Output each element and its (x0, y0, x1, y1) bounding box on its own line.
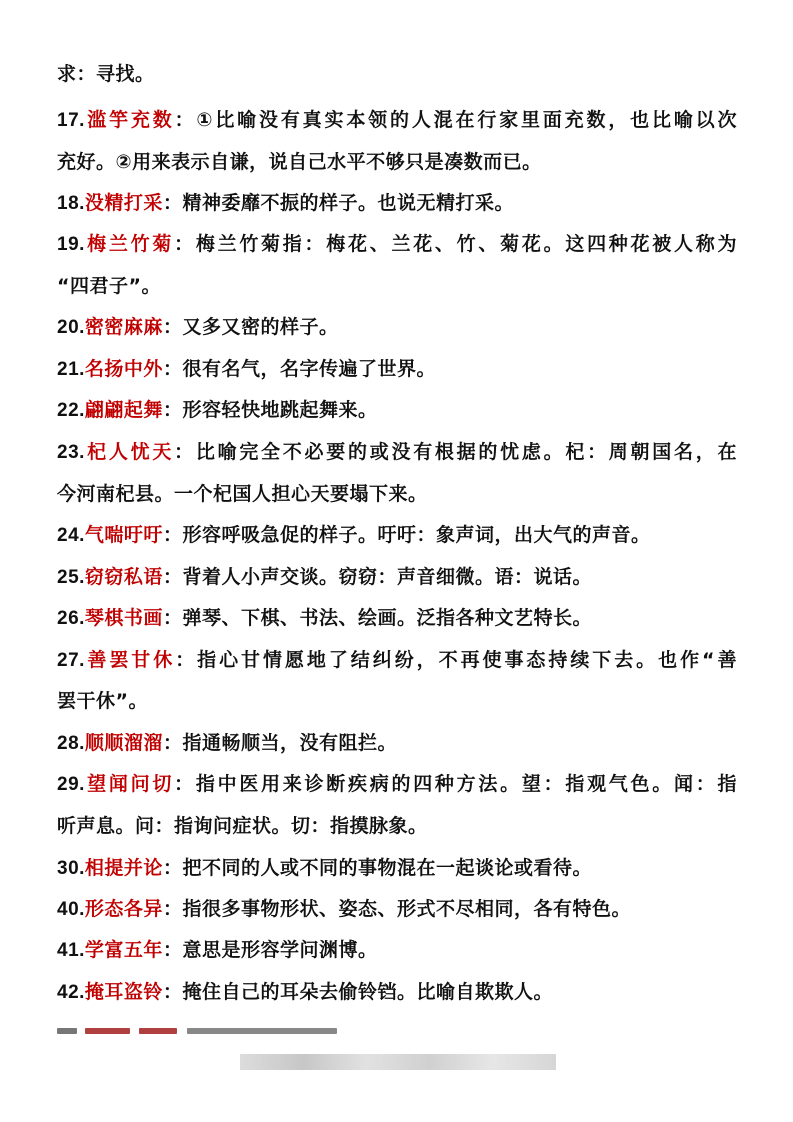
idiom-definition: ：意思是形容学问渊博。 (162, 939, 378, 961)
entry-26 (57, 606, 737, 631)
cut-glyph (57, 1028, 77, 1034)
idiom-definition: ：把不同的人或不同的事物混在一起谈论或看待。 (162, 857, 592, 879)
line-text: 罢干休”。 (57, 690, 148, 712)
idiom-term: 琴棋书画 (84, 607, 163, 629)
idiom-term: 学富五年 (84, 939, 163, 961)
entry-number: 19. (57, 234, 85, 255)
entry-number: 21. (57, 359, 85, 380)
entry-number: 18. (57, 193, 85, 214)
entry-number: 40. (57, 899, 85, 920)
idiom-definition: ：指很多事物形状、姿态、形式不尽相同，各有特色。 (162, 898, 631, 920)
line-text: 充好。②用来表示自谦，说自己水平不够只是凑数而已。 (57, 151, 542, 173)
entry-41 (57, 938, 737, 963)
idiom-term: 善罢甘休 (84, 649, 176, 671)
idiom-definition: ：指通畅顺当，没有阻拦。 (162, 732, 397, 754)
idiom-term: 形态各异 (84, 898, 163, 920)
idiom-term: 梅兰竹菊 (84, 233, 175, 255)
idiom-term: 气喘吁吁 (84, 524, 163, 546)
entry-40 (57, 897, 737, 922)
entry-number: 41. (57, 940, 85, 961)
idiom-definition: ：①比喻没有真实本领的人混在行家里面充数，也比喻以次 (174, 109, 737, 131)
entry-18 (57, 191, 737, 216)
text-line (57, 274, 737, 298)
entry-21 (57, 357, 737, 382)
entry-23 (57, 440, 737, 465)
idiom-term: 滥竽充数 (84, 109, 175, 131)
idiom-term: 相提并论 (84, 857, 163, 879)
entry-number: 30. (57, 858, 85, 879)
line-text: 求：寻找。 (57, 63, 155, 85)
cut-glyph (85, 1028, 130, 1034)
idiom-term: 掩耳盗铃 (84, 981, 163, 1003)
entry-20 (57, 315, 737, 340)
text-line (57, 814, 737, 838)
entry-number: 29. (57, 774, 85, 795)
entry-number: 24. (57, 525, 85, 546)
entry-number: 17. (57, 110, 85, 131)
idiom-definition: ：又多又密的样子。 (162, 316, 339, 338)
idiom-term: 没精打采 (84, 192, 163, 214)
idiom-definition: ：掩住自己的耳朵去偷铃铛。比喻自欺欺人。 (162, 981, 553, 1003)
idiom-definition: ：指心甘情愿地了结纠纷，不再使事态持续下去。也作“善 (175, 649, 737, 671)
cut-glyph (187, 1028, 337, 1034)
idiom-term: 窃窃私语 (84, 566, 163, 588)
entry-17 (57, 108, 737, 133)
idiom-definition: ：比喻完全不必要的或没有根据的忧虑。杞：周朝国名，在 (174, 441, 737, 463)
idiom-term: 杞人忧天 (84, 441, 175, 463)
entry-number: 23. (57, 442, 85, 463)
entry-25 (57, 565, 737, 590)
line-text: 今河南杞县。一个杞国人担心天要塌下来。 (57, 483, 428, 505)
idiom-definition: ：指中医用来诊断疾病的四种方法。望：指观气色。闻：指 (174, 773, 737, 795)
cut-off-line (57, 1022, 457, 1034)
text-line (57, 62, 737, 86)
entry-29 (57, 772, 737, 797)
idiom-definition: ：形容呼吸急促的样子。吁吁：象声词，出大气的声音。 (162, 524, 651, 546)
idiom-definition: ：精神委靡不振的样子。也说无精打采。 (162, 192, 514, 214)
entry-28 (57, 731, 737, 756)
idiom-definition: ：形容轻快地跳起舞来。 (162, 399, 378, 421)
text-line (57, 150, 737, 174)
idiom-definition: ：很有名气，名字传遍了世界。 (162, 358, 436, 380)
entry-number: 42. (57, 982, 85, 1003)
line-text: “四君子”。 (57, 275, 161, 297)
entry-24 (57, 523, 737, 548)
entry-27 (57, 648, 737, 673)
idiom-term: 顺顺溜溜 (84, 732, 163, 754)
idiom-definition: ：弹琴、下棋、书法、绘画。泛指各种文艺特长。 (162, 607, 592, 629)
idiom-term: 翩翩起舞 (84, 399, 163, 421)
entry-number: 27. (57, 650, 85, 671)
cut-glyph (139, 1028, 177, 1034)
entry-number: 22. (57, 400, 85, 421)
idiom-term: 望闻问切 (84, 773, 175, 795)
idiom-definition: ：梅兰竹菊指：梅花、兰花、竹、菊花。这四种花被人称为 (174, 233, 737, 255)
entry-30 (57, 856, 737, 881)
entry-number: 20. (57, 317, 85, 338)
idiom-term: 名扬中外 (84, 358, 163, 380)
entry-19 (57, 232, 737, 257)
text-line (57, 482, 737, 506)
entry-22 (57, 398, 737, 423)
line-text: 听声息。问：指询问症状。切：指摸脉象。 (57, 815, 428, 837)
idiom-term: 密密麻麻 (84, 316, 163, 338)
text-line (57, 689, 737, 713)
entry-42 (57, 980, 737, 1005)
entry-number: 25. (57, 567, 85, 588)
idiom-definition: ：背着人小声交谈。窃窃：声音细微。语：说话。 (162, 566, 592, 588)
blurred-watermark (240, 1054, 556, 1070)
entry-number: 26. (57, 608, 85, 629)
entry-number: 28. (57, 733, 85, 754)
